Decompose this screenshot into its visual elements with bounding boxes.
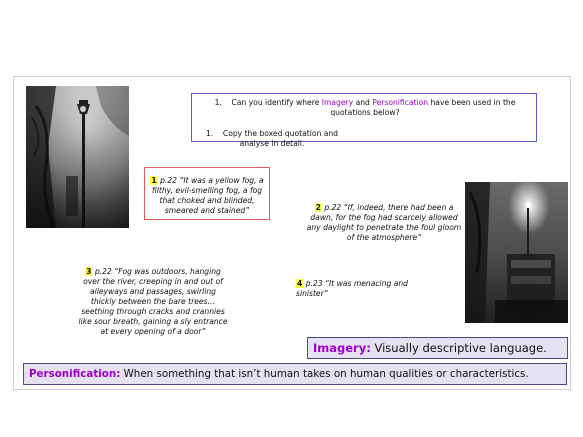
imagery-word: Imagery — [321, 98, 354, 107]
task-q1-and: and — [353, 98, 373, 107]
personification-definition — [23, 363, 567, 385]
personification-word: Personification — [372, 98, 429, 107]
quote-4-number: 4 — [297, 279, 303, 288]
task-q1-number: 1. — [214, 98, 222, 107]
slide — [13, 76, 571, 390]
quote-2-text: p.22 “If, indeed, there had been a dawn, for the fog had scarcely allowed any daylight to penetrate the foul gloom of the atmosphere” — [306, 203, 462, 242]
quote-4 — [296, 279, 416, 299]
quote-2 — [304, 203, 464, 243]
task-q1-post: have been used in the quotations below? — [330, 98, 516, 117]
personification-term: Personification: — [29, 368, 121, 380]
personification-text: When something that isn’t human takes on human qualities or characteristics. — [120, 368, 529, 380]
task-q2-number: 1. — [205, 129, 214, 138]
task-box — [191, 93, 537, 148]
foggy-lamp-photo — [26, 86, 129, 228]
imagery-term: Imagery: — [313, 341, 371, 355]
quote-3 — [78, 267, 228, 337]
quote-3-number: 3 — [86, 267, 92, 276]
quote-1-number: 1 — [151, 176, 157, 185]
quote-1-text: p.22 “It was a yellow fog, a filthy, evil-smelling fog, a fog that choked and blinded, smeared and stained” — [151, 176, 264, 215]
task-question-2 — [192, 129, 352, 149]
quote-3-text: p.22 “Fog was outdoors, hanging over the river, creeping in and out of alleyways and passages, swirling thickly between the bare trees…seething through cracks and crannies like sour breath, gaining a sly entrance at every opening of a door” — [78, 267, 228, 336]
quote-4-text: p.23 “It was menacing and sinister” — [296, 279, 408, 298]
imagery-text: Visually descriptive language. — [370, 341, 547, 355]
quote-1-box — [144, 167, 270, 220]
task-question-1 — [202, 98, 528, 118]
task-q1-pre: Can you identify where — [231, 98, 322, 107]
foggy-street-photo — [465, 182, 568, 323]
task-q2-text: Copy the boxed quotation and analyse in detail. — [222, 129, 338, 148]
imagery-definition — [307, 337, 568, 359]
quote-2-number: 2 — [315, 203, 321, 212]
